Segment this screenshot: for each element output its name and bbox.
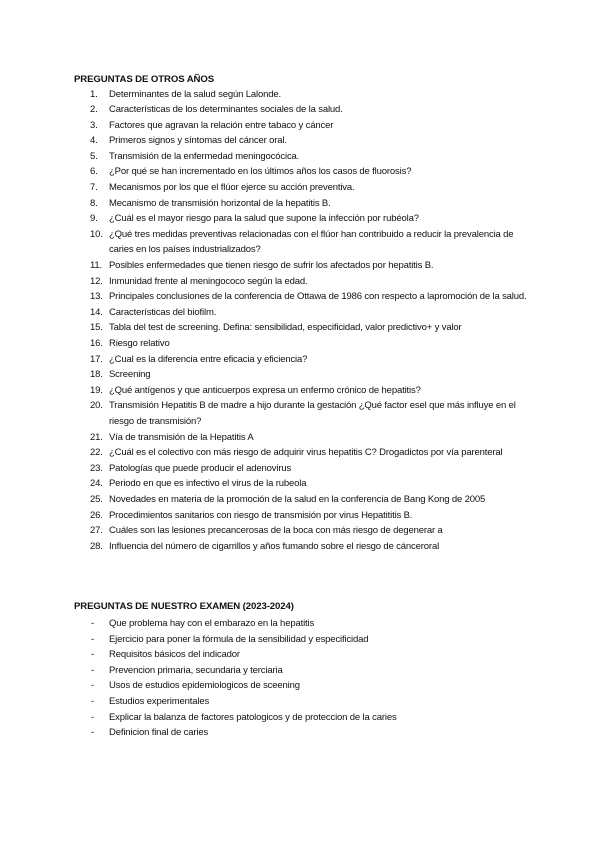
item-text: Definicion final de caries [109,727,209,739]
item-text: Factores que agravan la relación entre tabaco y cáncer [109,119,334,131]
item-text: ¿Por qué se han incrementado en los últimos años los casos de fluorosis? [109,166,412,178]
item-text: Posibles enfermedades que tienen riesgo de sufrir los afectados por hepatitis B. [109,260,434,272]
item-text: Características de los determinantes sociales de la salud. [109,104,343,116]
item-number: 11. [90,260,103,272]
item-number: 6. [90,166,98,178]
section-title-our-exam: PREGUNTAS DE NUESTRO EXAMEN (2023-2024) [74,601,294,612]
item-number: 4. [90,135,98,147]
item-text: Vía de transmisión de la Hepatitis A [109,431,254,443]
item-text: Influencia del número de cigarrillos y años fumando sobre el riesgo de cánceroral [109,540,440,552]
item-number: 17. [90,353,103,365]
item-number: 18. [90,369,103,381]
list-item [74,196,534,212]
dash-bullet: - [91,711,95,723]
list-item [74,320,534,336]
item-number: 28. [90,540,103,552]
dash-bullet: - [91,695,95,707]
item-number: 23. [90,462,103,474]
item-number: 22. [90,447,103,459]
item-text: Tabla del test de screening. Defina: sensibilidad, especificidad, valor predictivo+ y valor [109,322,462,334]
dash-bullet: - [91,649,95,661]
item-text: ¿Qué tres medidas preventivas relacionadas con el flúor han contribuido a reducir la prevalencia de caries en los países industrializados? [109,228,514,256]
item-text: Determinantes de la salud según Lalonde. [109,88,281,100]
item-text: Requisitos básicos del indicador [109,649,240,661]
item-number: 8. [90,197,98,209]
item-number: 9. [90,213,98,225]
list-item [74,87,534,103]
list-item [74,258,534,274]
item-text: Explicar la balanza de factores patologicos y de proteccion de la caries [109,711,397,723]
item-text: Periodo en que es infectivo el virus de la rubeola [109,478,307,490]
list-item [74,445,534,461]
item-number: 14. [90,306,103,318]
list-item [74,383,534,399]
dash-bullet: - [91,618,95,629]
item-number: 19. [90,384,103,396]
list-item [74,149,534,165]
item-text: Novedades en materia de la promoción de la salud en la conferencia de Bang Kong de 2005 [109,493,486,505]
item-number: 25. [90,493,103,505]
item-number: 20. [90,400,103,412]
list-item [74,539,534,555]
list-item [74,508,534,524]
question-list-our-exam [74,616,534,741]
list-item [74,725,534,741]
list-item [74,289,534,305]
item-text: Procedimientos sanitarios con riesgo de transmisión por virus Hepatititis B. [109,509,413,521]
list-item [74,102,534,118]
item-text: Ejercicio para poner la fórmula de la sensibilidad y especificidad [109,633,369,645]
list-item [74,461,534,477]
dash-bullet: - [91,727,95,739]
item-text: Transmisión de la enfermedad meningocócica. [109,150,300,162]
item-number: 1. [90,88,98,100]
item-number: 16. [90,338,103,349]
list-item [74,164,534,180]
list-item [74,180,534,196]
item-text: Principales conclusiones de la conferencia de Ottawa de 1986 con respecto a lapromoción de la salud. [109,291,527,303]
item-text: Estudios experimentales [109,695,210,707]
item-number: 7. [90,182,98,194]
item-text: Usos de estudios epidemiologicos de sceening [109,680,300,692]
list-item [74,352,534,368]
item-text: Primeros signos y síntomas del cáncer oral. [109,135,287,147]
list-item [74,694,534,710]
list-item [74,398,534,429]
dash-bullet: - [91,633,95,645]
item-number: 21. [90,431,103,443]
item-number: 13. [90,291,103,303]
item-text: Mecanismos por los que el flúor ejerce su acción preventiva. [109,182,355,194]
item-text: ¿Qué antígenos y que anticuerpos expresa un enfermo crónico de hepatitis? [109,384,421,396]
item-text: Mecanismo de transmisión horizontal de la hepatitis B. [109,197,331,209]
list-item [74,663,534,679]
item-text: Riesgo relativo [109,338,170,349]
item-text: ¿Cual es la diferencia entre eficacia y eficiencia? [109,353,308,365]
list-item [74,118,534,134]
list-item [74,616,534,632]
item-text: Que problema hay con el embarazo en la hepatitis [109,618,315,629]
list-item [74,211,534,227]
item-number: 15. [90,322,103,334]
dash-bullet: - [91,680,95,692]
item-text: Cuáles son las lesiones precancerosas de la boca con más riesgo de degenerar a [109,525,443,537]
list-item [74,430,534,446]
item-text: Screening [109,369,151,381]
item-text: Inmunidad frente al meningococo según la edad. [109,275,308,287]
list-item [74,336,534,352]
item-text: Transmisión Hepatitis B de madre a hijo durante la gestación ¿Qué factor esel que más influye en el riesgo de transmisión? [109,400,516,427]
item-number: 2. [90,104,98,116]
item-number: 24. [90,478,103,490]
list-item [74,305,534,321]
list-item [74,678,534,694]
item-text: ¿Cuál es el mayor riesgo para la salud que supone la infección por rubéola? [109,213,419,225]
list-item [74,647,534,663]
list-item [74,632,534,648]
item-number: 27. [90,525,103,537]
list-item [74,367,534,383]
list-item [74,274,534,290]
item-number: 26. [90,509,103,521]
item-text: Patologías que puede producir el adenovirus [109,462,292,474]
item-number: 3. [90,119,98,131]
list-item [74,476,534,492]
list-item [74,523,534,539]
section-title-previous-years: PREGUNTAS DE OTROS AÑOS [74,74,215,85]
question-list-previous-years [74,87,534,555]
item-text: ¿Cuál es el colectivo con más riesgo de adquirir virus hepatitis C? Drogadictos por vía parenteral [109,447,503,459]
item-number: 12. [90,275,103,287]
list-item [74,710,534,726]
item-text: Prevencion primaria, secundaria y terciaria [109,664,283,676]
list-item [74,492,534,508]
item-number: 5. [90,150,98,162]
list-item [74,227,534,258]
item-number: 10. [90,228,103,240]
list-item [74,133,534,149]
item-text: Características del biofilm. [109,306,217,318]
dash-bullet: - [91,664,95,676]
